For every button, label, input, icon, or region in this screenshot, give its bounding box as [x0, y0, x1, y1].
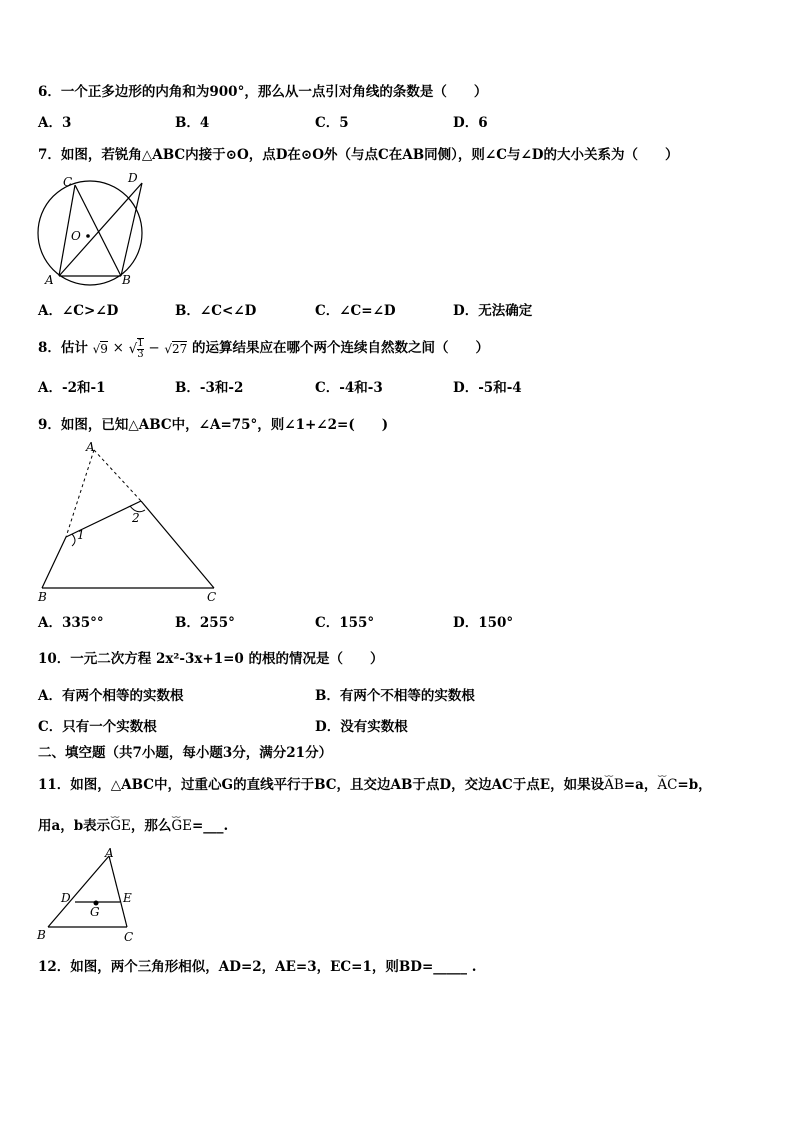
- q8-option-d: D．-5和-4: [453, 380, 522, 396]
- q10-stem: 10．一元二次方程 2x²-3x+1=0 的根的情况是（ ）: [38, 651, 384, 667]
- dashed-ac-top: [94, 450, 141, 501]
- q11-stem-b1: 用a，b表示: [38, 818, 111, 834]
- label-b: B: [38, 590, 47, 604]
- circle-o: [38, 181, 142, 285]
- times-sign: ×: [112, 340, 124, 356]
- q7-option-c: C．∠C=∠D: [315, 303, 396, 319]
- label-d: D: [61, 891, 71, 905]
- q9-option-c: C．155°: [315, 615, 375, 631]
- q8-stem: [38, 336, 489, 360]
- section-2-title: 二、填空题（共7小题，每小题3分，满分21分）: [38, 745, 333, 761]
- q10-option-d: D．没有实数根: [315, 719, 408, 735]
- sqrt-27: √27: [164, 341, 188, 356]
- q11-eq-b: =b，: [677, 777, 712, 793]
- vector-ac: ⌣⌣ AC: [657, 776, 677, 794]
- q11-stem-b3: =___.: [191, 818, 229, 834]
- q9-stem: 9．如图，已知△ABC中，∠A=75°，则∠1+∠2=( ): [38, 417, 389, 433]
- q6-option-d: D．6: [453, 115, 488, 131]
- vector-ge: ⌣⌣ GE: [110, 817, 131, 835]
- q10-option-c: C．只有一个实数根: [38, 719, 157, 735]
- q7-stem: 7．如图，若锐角△ABC内接于⊙O，点D在⊙O外（与点C在AB同侧），则∠C与∠D的大小关系为（ ）: [38, 147, 679, 163]
- q6-option-c: C．5: [315, 115, 349, 131]
- sqrt-9: √9: [92, 341, 108, 356]
- label-c: C: [207, 590, 217, 604]
- q6-option-b: B．4: [175, 115, 210, 131]
- q8-option-c: C．-4和-3: [315, 380, 383, 396]
- q8-suffix: 的运算结果应在哪个两个连续自然数之间（ ）: [191, 340, 489, 356]
- q6-option-a: A．3: [38, 115, 72, 131]
- q11-stem-a: 11．如图，△ABC中，过重心G的直线平行于BC，且交边AB于点D，交边AC于点E，如果设: [38, 777, 605, 793]
- center-dot: [86, 234, 90, 238]
- segment-cb: [75, 185, 121, 276]
- q9-option-b: B．255°: [175, 615, 235, 631]
- q11-triangle-figure: [34, 846, 144, 946]
- q7-circle-figure: [30, 170, 160, 288]
- label-a: A: [86, 440, 95, 454]
- q8-option-b: B．-3和-2: [175, 380, 244, 396]
- q7-option-a: A．∠C>∠D: [38, 303, 119, 319]
- label-a: A: [105, 846, 114, 860]
- label-e: E: [123, 891, 132, 905]
- q10-option-b: B．有两个不相等的实数根: [315, 688, 475, 704]
- label-1: 1: [77, 528, 85, 542]
- vector-ge-2: ⌣⌣ GE: [171, 817, 192, 835]
- q7-option-d: D．无法确定: [453, 303, 533, 319]
- label-c: C: [63, 175, 73, 189]
- minus-sign: −: [148, 340, 160, 356]
- label-a: A: [45, 273, 54, 287]
- label-o: O: [71, 229, 81, 243]
- q11-stem-b2: ，那么: [130, 818, 172, 834]
- vector-ab: ⌣⌣ AB: [604, 776, 624, 794]
- segment-b-side: [42, 537, 66, 588]
- dashed-ab-top: [66, 450, 94, 537]
- q11-stem-line2: [38, 817, 228, 835]
- q9-option-d: D．150°: [453, 615, 514, 631]
- segment-c-side: [141, 501, 214, 588]
- label-b: B: [122, 273, 131, 287]
- label-2: 2: [132, 511, 140, 525]
- q7-option-b: B．∠C<∠D: [175, 303, 257, 319]
- label-d: D: [128, 171, 138, 185]
- label-g: G: [90, 905, 100, 919]
- sqrt-fraction: √ $\frac{1}{3}$: [128, 338, 144, 360]
- q11-stem-line1: [38, 776, 712, 794]
- q12-stem: 12．如图，两个三角形相似，AD=2，AE=3，EC=1，则BD=_____ .: [38, 959, 477, 975]
- segment-ab: [48, 856, 109, 927]
- segment-db: [121, 183, 142, 276]
- q6-stem: 6．一个正多边形的内角和为900°，那么从一点引对角线的条数是（ ）: [38, 84, 488, 100]
- q9-option-a: A．335°°: [38, 615, 104, 631]
- q8-prefix: 8．估计: [38, 340, 88, 356]
- q9-triangle-figure: [34, 440, 224, 606]
- angle-1-arc: [72, 534, 75, 546]
- label-b: B: [37, 928, 46, 942]
- q10-option-a: A．有两个相等的实数根: [38, 688, 184, 704]
- label-c: C: [124, 930, 134, 944]
- q8-option-a: A．-2和-1: [38, 380, 106, 396]
- q11-eq-a: =a，: [623, 777, 658, 793]
